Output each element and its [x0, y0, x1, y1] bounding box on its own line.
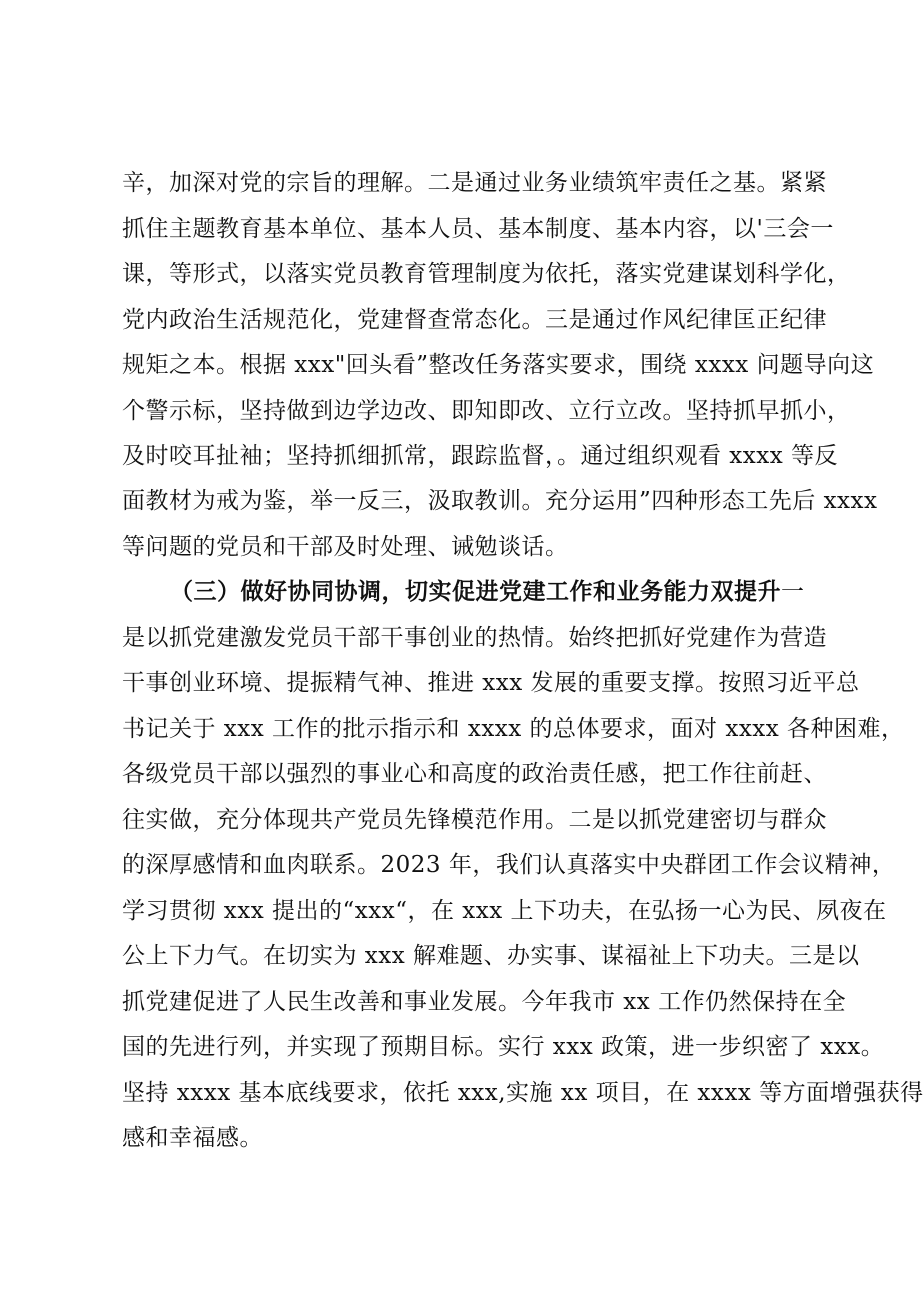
paragraph-2-line-5: 往实做，充分体现共产党员先锋模范作用。二是以抓党建密切与群众: [122, 807, 827, 833]
paragraph-2-line-12: 感和幸福感。: [122, 1125, 263, 1151]
paragraph-2-line-10: 国的先进行列，并实现了预期目标。实行 xxx 政策，进一步织密了 xxx。: [122, 1034, 885, 1060]
section-heading-tail: 一: [781, 579, 805, 605]
paragraph-2-line-2: 干事创业环境、提振精气神、推进 xxx 发展的重要支撑。按照习近平总: [122, 670, 860, 696]
paragraph-1-line-9: 等问题的党员和干部及时处理、诫勉谈话。: [122, 534, 569, 560]
paragraph-1-line-3: 课，等形式，以落实党员教育管理制度为依托，落实党建谋划科学化，: [122, 261, 851, 287]
paragraph-2-line-4: 各级党员干部以强烈的事业心和高度的政治责任感，把工作往前赶、: [122, 761, 827, 787]
paragraph-1-line-1: 辛，加深对党的宗旨的理解。二是通过业务业绩筑牢责任之基。紧紧: [122, 170, 827, 196]
paragraph-2-line-7: 学习贯彻 xxx 提出的“xxx“，在 xxx 上下功夫，在弘扬一心为民、夙夜在: [122, 898, 887, 924]
paragraph-1-line-8: 面教材为戒为鉴，举一反三，汲取教训。充分运用”四种形态工先后 xxxx: [122, 488, 878, 514]
paragraph-1-line-7: 及时咬耳扯袖；坚持抓细抓常，跟踪监督，。通过组织观看 xxxx 等反: [122, 443, 839, 469]
paragraph-1-line-4: 党内政治生活规范化，党建督查常态化。三是通过作风纪律匡正纪律: [122, 307, 827, 333]
section-heading: [170, 577, 822, 607]
paragraph-2-line-9: 抓党建促进了人民生改善和事业发展。今年我市 xx 工作仍然保持在全: [122, 989, 847, 1015]
section-heading-title: （三）做好协同协调，切实促进党建工作和业务能力双提升: [170, 578, 781, 605]
paragraph-1-line-5: 规矩之本。根据 xxx"回头看”整改任务落实要求，围绕 xxxx 问题导向这: [122, 352, 875, 378]
paragraph-1-line-6: 个警示标，坚持做到边学边改、即知即改、立行立改。坚持抓早抓小，: [122, 398, 851, 424]
paragraph-2-line-1: 是以抓党建激发党员干部干事创业的热情。始终把抓好党建作为营造: [122, 625, 827, 651]
paragraph-2-line-3: 书记关于 xxx 工作的批示指示和 xxxx 的总体要求，面对 xxxx 各种困难，: [122, 716, 905, 742]
paragraph-1-line-2: 抓住主题教育基本单位、基本人员、基本制度、基本内容，以'三会一: [122, 216, 834, 242]
paragraph-2-line-11: 坚持 xxxx 基本底线要求，依托 xxx,实施 xx 项目，在 xxxx 等方面增强获得: [122, 1080, 924, 1106]
paragraph-2-line-8: 公上下力气。在切实为 xxx 解难题、办实事、谋福祉上下功夫。三是以: [122, 943, 860, 969]
paragraph-2-line-6: 的深厚感情和血肉联系。2023 年，我们认真落实中央群团工作会议精神，: [122, 852, 896, 878]
